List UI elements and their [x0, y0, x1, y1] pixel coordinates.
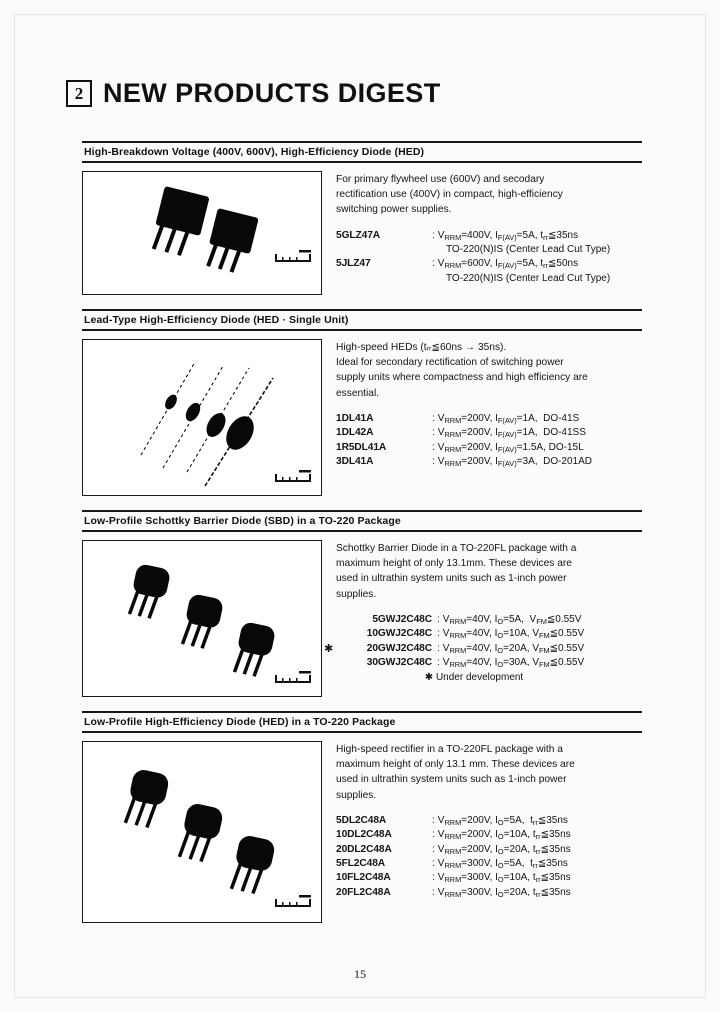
part-number: 5DL2C48A [336, 814, 387, 826]
part-number: 5JLZ47 [336, 258, 371, 270]
section-number-badge: 2 [66, 80, 92, 107]
part-list [336, 412, 642, 470]
part-row [336, 871, 642, 885]
part-spec: : $V_{RRM}=40V$, $I_O=20A$, $V_{FM}≦0.55V$ [437, 642, 585, 655]
part-number: 5GLZ47A [336, 229, 381, 241]
section-text [322, 339, 642, 469]
part-list [336, 229, 642, 287]
part-spec: : $V_{RRM}=40V$, $I_O=30A$, $V_{FM}≦0.55V$ [437, 657, 585, 670]
product-section-hed-high-voltage [82, 141, 642, 295]
part-spec: : $V_{RRM}=40V$, $I_O=5A$, $V_{FM}≦0.55V$ [437, 613, 582, 626]
part-number: 20FL2C48A [336, 886, 391, 898]
product-photo-to220-triple-sbd [82, 540, 322, 697]
part-row [336, 412, 642, 426]
part-number: 10FL2C48A [336, 872, 391, 884]
section-description: High-speed rectifier in a TO-220FL package with a maximum height of only 13.1 mm. These devices are used in ultrathin system units such as 1-inch power supplies. [336, 744, 575, 801]
section-header: Low-Profile High-Efficiency Diode (HED) in a TO-220 Package [82, 711, 642, 733]
page-title: NEW PRODUCTS DIGEST [103, 78, 441, 108]
section-header: Low-Profile Schottky Barrier Diode (SBD) in a TO-220 Package [82, 510, 642, 532]
part-spec: : $V_{RRM}=200V$, $I_O=10A$, $t_{rr}≦35ns$ [432, 829, 571, 842]
product-photo-to220-pair [82, 171, 322, 295]
product-section-hed-to220 [82, 711, 642, 923]
part-row [336, 441, 642, 455]
part-spec: : $V_{RRM}=400V$, $I_{F(AV)}=5A$, $t_{rr}≦35ns$ [432, 229, 579, 242]
section-text [322, 171, 642, 286]
part-number: 30GWJ2C48C [366, 657, 432, 669]
section-header: High-Breakdown Voltage (400V, 600V), High-Efficiency Diode (HED) [82, 141, 642, 163]
part-spec: : $V_{RRM}=300V$, $I_O=10A$, $t_{rr}≦35ns$ [432, 872, 571, 885]
part-row [336, 828, 642, 842]
part-number: 5FL2C48A [336, 858, 386, 870]
part-package: TO-220(N)IS (Center Lead Cut Type) [446, 272, 611, 284]
part-row [336, 613, 642, 627]
product-photo-to220-triple-hed [82, 741, 322, 923]
part-number: 3DL41A [336, 456, 374, 468]
part-row [336, 814, 642, 828]
part-list [324, 613, 642, 686]
part-row [336, 627, 642, 641]
part-spec: : $V_{RRM}=300V$, $I_O=20A$, $t_{rr}≦35ns$ [432, 886, 571, 899]
part-row [336, 455, 642, 469]
part-spec: : $V_{RRM}=200V$, $I_{F(AV)}=1A$, DO-41SS [432, 427, 586, 440]
section-description: High-speed HEDs (tᵣᵣ≦60ns → 35ns). Ideal for secondary rectification of switching power supply units where compactness and high efficiency are essential. [336, 342, 588, 399]
part-spec: : $V_{RRM}=200V$, $I_{F(AV)}=1A$, DO-41S [432, 412, 580, 425]
part-spec: : $V_{RRM}=300V$, $I_O=5A$, $t_{rr}≦35ns$ [432, 858, 568, 871]
part-number: 20GWJ2C48C [366, 642, 432, 654]
part-row [336, 886, 642, 900]
part-number: 1R5DL41A [336, 441, 387, 453]
product-photo-axial-diodes [82, 339, 322, 496]
under-development-marker-icon: ✱ [324, 642, 334, 655]
part-number: 1DL41A [336, 412, 374, 424]
product-section-lead-type-hed [82, 309, 642, 496]
page-content [60, 0, 660, 923]
page-number: 15 [354, 967, 366, 981]
section-description: For primary flywheel use (600V) and secodary rectification use (400V) in compact, high-efficiency switching power supplies. [336, 174, 563, 216]
page-heading [66, 78, 660, 109]
part-spec: : $V_{RRM}=600V$, $I_{F(AV)}=5A$, $t_{rr}≦50ns$ [432, 258, 579, 271]
footnote-under-development: ✱ Under development [424, 672, 524, 684]
section-text [322, 741, 642, 900]
part-spec: : $V_{RRM}=40V$, $I_O=10A$, $V_{FM}≦0.55V$ [437, 628, 585, 641]
part-row [336, 229, 642, 243]
part-number: 10DL2C48A [336, 829, 392, 841]
part-row [336, 426, 642, 440]
part-number: 5GWJ2C48C [372, 613, 432, 625]
part-spec: : $V_{RRM}=200V$, $I_O=5A$, $t_{rr}≦35ns$ [432, 814, 568, 827]
part-package: TO-220(N)IS (Center Lead Cut Type) [446, 244, 611, 256]
part-row [336, 843, 642, 857]
section-text [322, 540, 642, 686]
part-row [336, 656, 642, 670]
section-header: Lead-Type High-Efficiency Diode (HED · Single Unit) [82, 309, 642, 331]
product-section-sbd-to220 [82, 510, 642, 697]
part-spec: : $V_{RRM}=200V$, $I_{F(AV)}=3A$, DO-201AD [432, 456, 592, 469]
part-row-under-development [324, 642, 642, 656]
part-number: 10GWJ2C48C [366, 628, 432, 640]
part-spec: : $V_{RRM}=200V$, $I_{F(AV)}=1.5A$, DO-15L [432, 441, 584, 454]
part-spec: : $V_{RRM}=200V$, $I_O=20A$, $t_{rr}≦35ns$ [432, 843, 571, 856]
part-number: 20DL2C48A [336, 843, 392, 855]
part-row [336, 857, 642, 871]
part-list [336, 814, 642, 900]
section-description: Schottky Barrier Diode in a TO-220FL package with a maximum height of only 13.1mm. These devices are used in ultrathin system units such as 1-inch power supplies. [336, 543, 577, 600]
part-number: 1DL42A [336, 427, 374, 439]
part-row [336, 257, 642, 271]
